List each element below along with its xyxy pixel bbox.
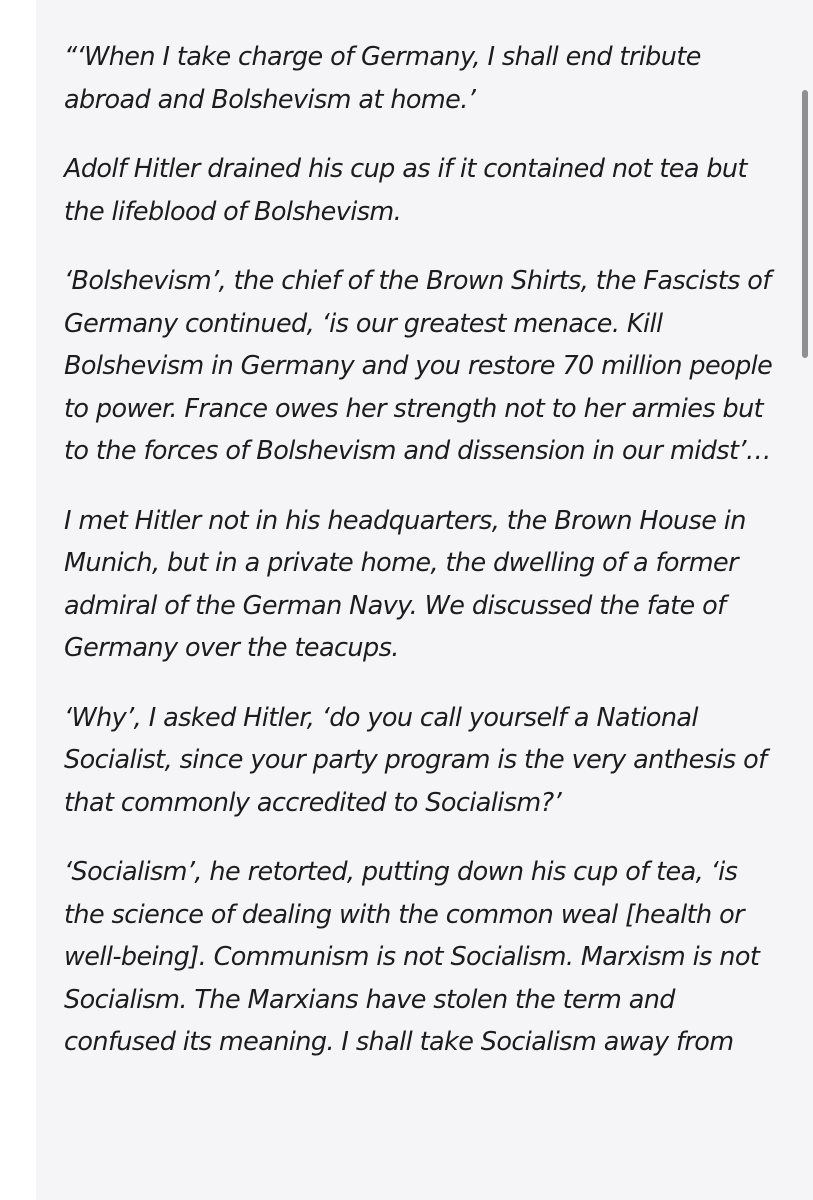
paragraph-drained-cup: Adolf Hitler drained his cup as if it contained not tea but the lifeblood of Bolshevism. <box>64 154 747 227</box>
paragraph-question-socialism: ‘Why’, I asked Hitler, ‘do you call yourself a National Socialist, since your party program is the very anthesis of that commonly accredited to Socialism?’ <box>64 702 767 818</box>
paragraph-meeting-location: I met Hitler not in his headquarters, the Brown House in Munich, but in a private home, the dwelling of a former admiral of the German Navy. We discussed the fate of Germany over the teacups. <box>64 505 746 663</box>
paragraph-socialism-answer: ‘Socialism’, he retorted, putting down his cup of tea, ‘is the science of dealing with the common weal [health or well-being]. Communism is not Socialism. Marxism is not Socialism. The Marxians have stolen the term and confused its meaning. I shall take Socialism away from <box>64 857 760 1057</box>
paragraph-hitler-quote: “‘When I take charge of Germany, I shall end tribute abroad and Bolshevism at home.’ <box>64 42 701 115</box>
article-body <box>64 36 779 1091</box>
vertical-scrollbar-thumb[interactable] <box>802 90 808 358</box>
paragraph-bolshevism-menace: ‘Bolshevism’, the chief of the Brown Shirts, the Fascists of Germany continued, ‘is our greatest menace. Kill Bolshevism in Germany and you restore 70 million people to power. France owes her strength not to her armies but to the forces of Bolshevism and dissension in our midst’… <box>64 266 773 466</box>
